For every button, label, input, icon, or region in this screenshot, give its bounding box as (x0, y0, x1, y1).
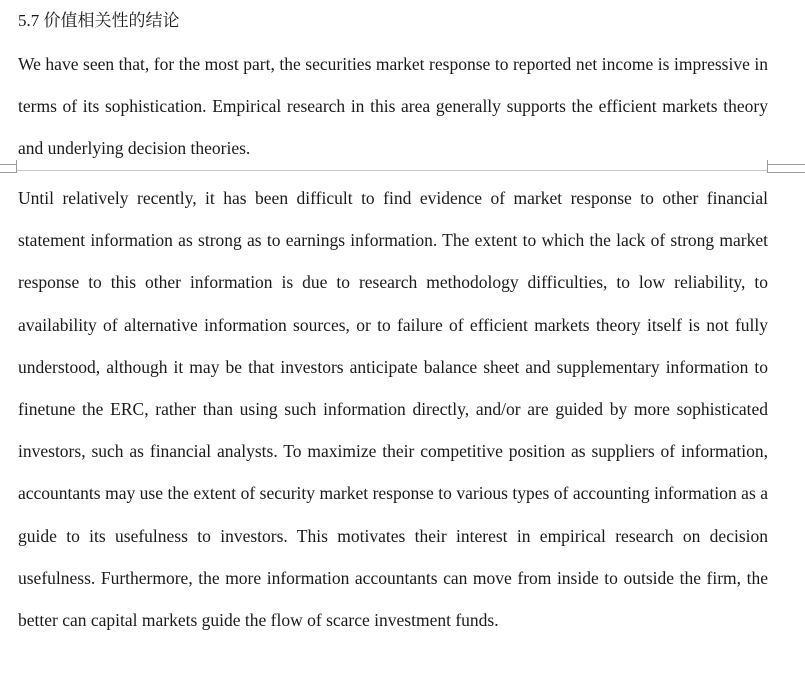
paragraph-other-information: Until relatively recently, it has been difficult to find evidence of market response to other financial statement information as strong as to earnings information. The extent to which the lack of strong market response to this other information is due to research methodology difficulties, to low reliability, to availability of alternative information sources, or to failure of efficient markets theory itself is not fully understood, although it may be that investors anticipate balance sheet and supplementary information to finetune the ERC, rather than using such information directly, and/or are guided by more sophisticated investors, such as financial analysts. To maximize their competitive position as suppliers of information, accountants may use the extent of security market response to various types of accounting information as a guide to its usefulness to investors. This motivates their interest in empirical research on decision usefulness. Furthermore, the more information accountants can move from inside to outside the firm, the better can capital markets guide the flow of scarce investment funds. (18, 188, 768, 631)
page-break-marker-right (767, 160, 805, 173)
section-heading: 5.7 价值相关性的结论 (18, 11, 180, 30)
page-break-marker-left (0, 160, 17, 173)
paragraph-market-response: We have seen that, for the most part, the securities market response to reported net income is impressive in terms of its sophistication. Empirical research in this area generally supports the efficient markets theory and underlying decision theories. (18, 54, 768, 159)
page-break-divider (0, 170, 805, 171)
